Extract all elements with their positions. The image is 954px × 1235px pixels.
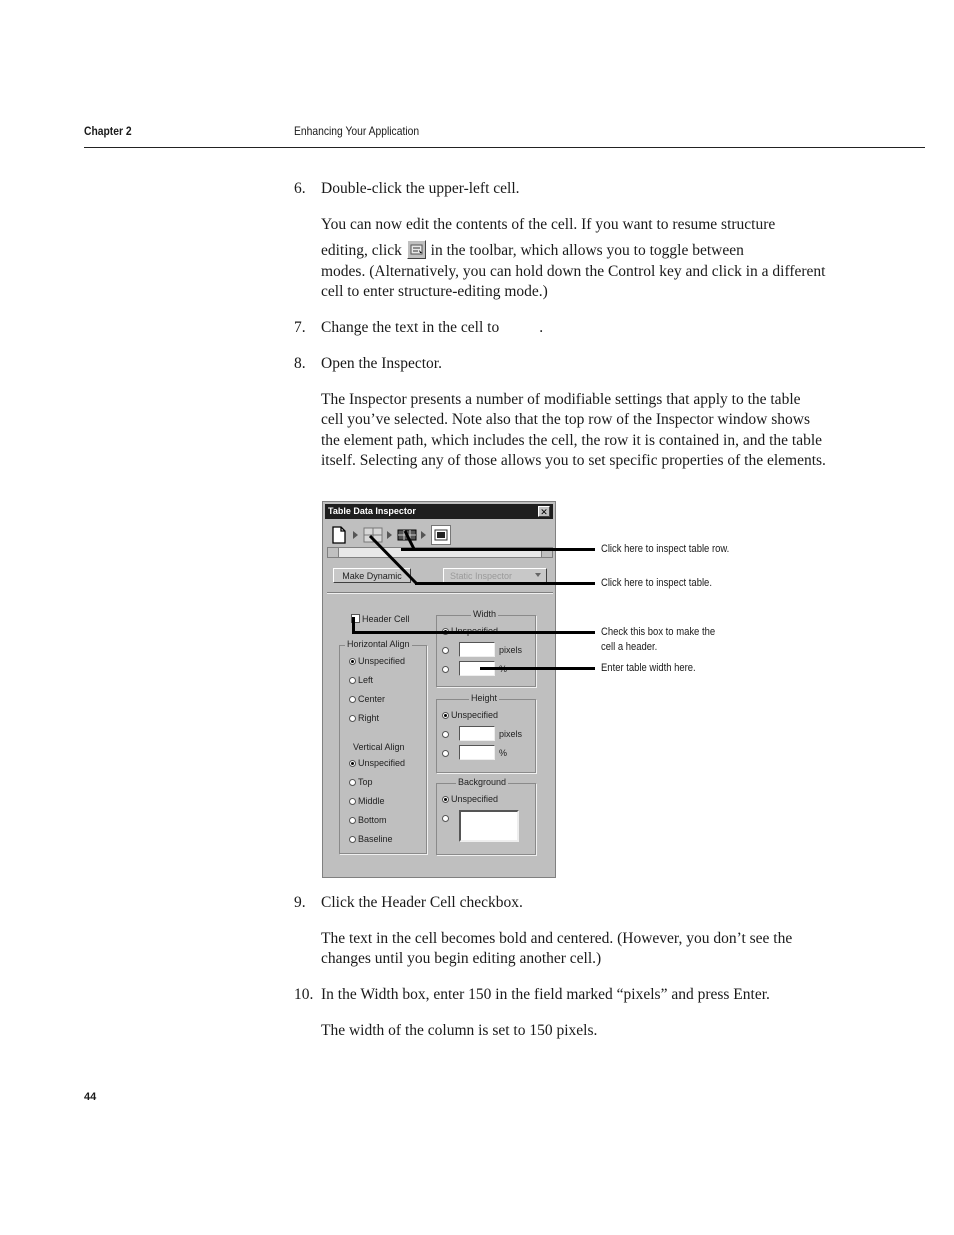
- step-text-end: .: [539, 319, 544, 336]
- paragraph-line: modes. (Alternatively, you can hold down the Control key and click in a different cell to enter structure-editing mode.): [321, 262, 826, 300]
- option-label: Bottom: [358, 815, 387, 825]
- step-number: 10.: [294, 986, 314, 1003]
- callout-line-2: cell a header.: [601, 641, 658, 653]
- running-header-title: Enhancing Your Application: [294, 124, 420, 138]
- option-label: Right: [358, 713, 380, 723]
- pixels-unit: pixels: [499, 645, 523, 655]
- horizontal-align-label: Horizontal Align: [347, 639, 410, 649]
- step-number: 9.: [294, 894, 306, 911]
- option-label: Baseline: [358, 834, 393, 844]
- callout-line: [480, 667, 595, 670]
- option-label: Unspecified: [358, 758, 406, 768]
- height-label: Height: [471, 693, 498, 703]
- vertical-align-label: Vertical Align: [353, 742, 405, 752]
- width-label: Width: [473, 609, 497, 619]
- page-number: 44: [84, 1091, 97, 1103]
- step-text: Open the Inspector.: [321, 355, 442, 372]
- option-label: Top: [358, 777, 373, 787]
- callout-line: [415, 582, 595, 585]
- step-text: In the Width box, enter 150 in the field marked “pixels” and press Enter.: [321, 986, 770, 1003]
- paragraph: The Inspector presents a number of modifiable settings that apply to the table cell you’ve selected. Note also that the top row of the Inspector window shows the element path, which includes the cell, the row it is contained in, and the table itself. Selecting any of those allows you to set specific properties of the elements.: [321, 391, 826, 469]
- running-header-chapter: Chapter 2: [84, 124, 132, 138]
- paragraph-line: editing, click: [321, 242, 402, 260]
- background-label: Background: [458, 777, 507, 787]
- step-number: 8.: [294, 355, 306, 372]
- callout-header-cell: [601, 625, 715, 655]
- leader-table: [370, 536, 416, 583]
- callout-width: Enter table width here.: [601, 662, 696, 674]
- step-text: Double-click the upper-left cell.: [321, 180, 520, 197]
- step-number: 6.: [294, 180, 306, 197]
- step-text: Click the Header Cell checkbox.: [321, 894, 523, 911]
- option-label: Unspecified: [451, 794, 499, 804]
- option-label: Middle: [358, 796, 385, 806]
- option-label: Left: [358, 675, 374, 685]
- step-text-start: Change the text in the cell to: [321, 319, 500, 336]
- paragraph: The text in the cell becomes bold and centered. (However, you don’t see the changes until you begin editing another cell.): [321, 930, 793, 968]
- percent-unit: %: [499, 748, 508, 758]
- pixels-unit: pixels: [499, 729, 523, 739]
- option-label: Unspecified: [358, 656, 406, 666]
- callout-line: [352, 631, 595, 634]
- callout-line-1: Check this box to make the: [601, 626, 716, 638]
- callout-table: Click here to inspect table.: [601, 577, 712, 589]
- leader-row: [405, 531, 414, 549]
- paragraph: The width of the column is set to 150 pixels.: [321, 1022, 598, 1039]
- option-label: Center: [358, 694, 386, 704]
- option-label: Unspecified: [451, 710, 499, 720]
- make-dynamic-button[interactable]: Make Dynamic: [333, 568, 411, 583]
- callout-table-row: Click here to inspect table row.: [601, 543, 730, 555]
- close-button[interactable]: ✕: [538, 506, 550, 517]
- step-number: 7.: [294, 319, 306, 336]
- static-inspector-label: Static Inspector: [450, 571, 513, 581]
- inspector-title: Table Data Inspector: [328, 506, 416, 516]
- header-cell-label: Header Cell: [362, 614, 410, 624]
- paragraph-line: in the toolbar, which allows you to toggle between: [430, 242, 744, 260]
- paragraph-line: You can now edit the contents of the cell. If you want to resume structure: [321, 216, 776, 233]
